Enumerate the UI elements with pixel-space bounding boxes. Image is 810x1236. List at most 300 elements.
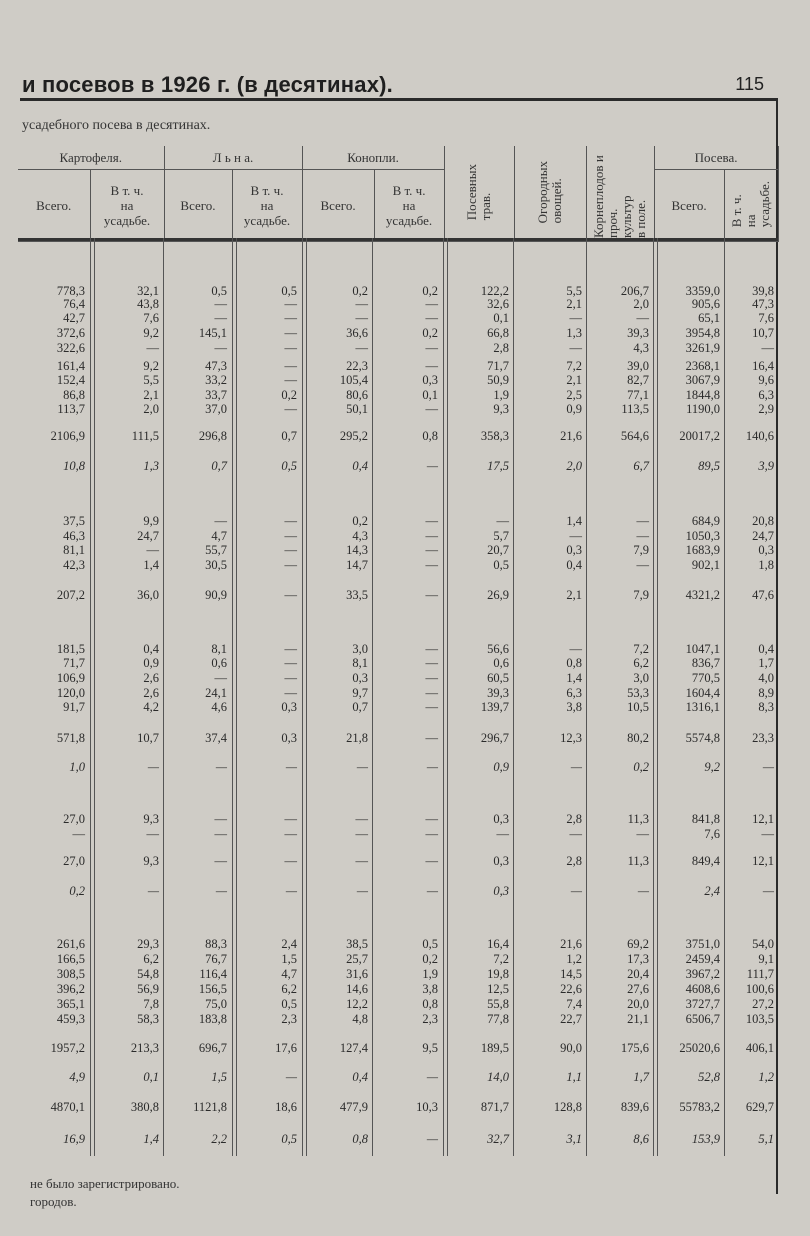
table-cell: — bbox=[284, 558, 297, 572]
table-cell: 55783,2 bbox=[679, 1100, 720, 1114]
table-cell: 2,6 bbox=[143, 671, 159, 685]
header-flax-total: Всего. bbox=[164, 169, 232, 241]
table-cell: 10,8 bbox=[63, 459, 85, 473]
table-cell: — bbox=[569, 341, 582, 355]
table-cell: 46,3 bbox=[63, 529, 85, 543]
table-cell: — bbox=[569, 827, 582, 841]
table-cell: 0,3 bbox=[281, 731, 297, 745]
column-divider bbox=[372, 238, 373, 1156]
table-cell: 1,9 bbox=[422, 967, 438, 981]
table-cell: 2,8 bbox=[566, 812, 582, 826]
table-cell: 54,8 bbox=[137, 967, 159, 981]
table-cell: — bbox=[355, 341, 368, 355]
table-cell: 22,3 bbox=[346, 359, 368, 373]
table-cell: 24,1 bbox=[205, 686, 227, 700]
table-cell: 7,6 bbox=[704, 827, 720, 841]
table-cell: — bbox=[284, 402, 297, 416]
table-cell: — bbox=[636, 827, 649, 841]
table-cell: 9,2 bbox=[143, 326, 159, 340]
table-cell: 4,3 bbox=[633, 341, 649, 355]
table-cell: 571,8 bbox=[56, 731, 85, 745]
table-cell: 21,1 bbox=[627, 1012, 649, 1026]
table-cell: 52,8 bbox=[698, 1070, 720, 1084]
table-cell: — bbox=[284, 854, 297, 868]
table-cell: 296,7 bbox=[480, 731, 509, 745]
table-cell: 183,8 bbox=[198, 1012, 227, 1026]
table-cell: 358,3 bbox=[480, 429, 509, 443]
table-cell: 91,7 bbox=[63, 700, 85, 714]
table-cell: 778,3 bbox=[56, 284, 85, 298]
table-cell: 14,6 bbox=[346, 982, 368, 996]
table-cell: 145,1 bbox=[198, 326, 227, 340]
table-cell: 76,7 bbox=[205, 952, 227, 966]
table-cell: — bbox=[285, 760, 297, 774]
table-cell: 0,2 bbox=[352, 284, 368, 298]
table-cell: — bbox=[214, 854, 227, 868]
table-cell: 1,5 bbox=[281, 952, 297, 966]
table-cell: 2,5 bbox=[566, 388, 582, 402]
table-cell: 0,4 bbox=[352, 1070, 368, 1084]
table-cell: 1316,1 bbox=[685, 700, 720, 714]
table-cell: — bbox=[284, 359, 297, 373]
table-cell: 3067,9 bbox=[685, 373, 720, 387]
table-cell: 32,6 bbox=[487, 297, 509, 311]
table-cell: 0,8 bbox=[352, 1132, 368, 1146]
table-cell: 60,5 bbox=[487, 671, 509, 685]
table-cell: 0,8 bbox=[566, 656, 582, 670]
table-cell: 836,7 bbox=[691, 656, 720, 670]
table-cell: — bbox=[214, 297, 227, 311]
table-cell: — bbox=[284, 656, 297, 670]
table-cell: 5,5 bbox=[143, 373, 159, 387]
table-cell: — bbox=[285, 1070, 297, 1084]
table-cell: 17,6 bbox=[275, 1041, 297, 1055]
header-flax-incl: В т. ч. на усадьбе. bbox=[232, 169, 302, 241]
table-cell: 55,7 bbox=[205, 543, 227, 557]
table-cell: 2,8 bbox=[493, 341, 509, 355]
table-cell: 20,8 bbox=[752, 514, 774, 528]
table-cell: 21,8 bbox=[346, 731, 368, 745]
table-cell: 10,7 bbox=[752, 326, 774, 340]
table-cell: 696,7 bbox=[198, 1041, 227, 1055]
table-cell: 2,0 bbox=[143, 402, 159, 416]
table-cell: — bbox=[425, 514, 438, 528]
table-cell: 175,6 bbox=[620, 1041, 649, 1055]
table-cell: 4,7 bbox=[211, 529, 227, 543]
table-cell: — bbox=[284, 812, 297, 826]
table-cell: 1,0 bbox=[69, 760, 85, 774]
table-cell: 20017,2 bbox=[679, 429, 720, 443]
table-cell: 36,6 bbox=[346, 326, 368, 340]
table-cell: 0,3 bbox=[493, 884, 509, 898]
table-cell: 38,5 bbox=[346, 937, 368, 951]
table-cell: — bbox=[285, 884, 297, 898]
table-cell: 2106,9 bbox=[50, 429, 85, 443]
table-cell: 2,0 bbox=[566, 459, 582, 473]
table-cell: 7,6 bbox=[758, 311, 774, 325]
header-potato-incl: В т. ч. на усадьбе. bbox=[90, 169, 164, 241]
table-cell: 76,4 bbox=[63, 297, 85, 311]
table-cell: 3751,0 bbox=[685, 937, 720, 951]
table-cell: — bbox=[425, 359, 438, 373]
table-cell: 3,8 bbox=[422, 982, 438, 996]
header-sowing: Посева. bbox=[654, 146, 778, 169]
table-header bbox=[18, 146, 779, 242]
table-cell: 66,8 bbox=[487, 326, 509, 340]
table-cell: — bbox=[426, 760, 438, 774]
table-cell: 6,7 bbox=[633, 459, 649, 473]
table-cell: 88,3 bbox=[205, 937, 227, 951]
table-cell: — bbox=[284, 373, 297, 387]
table-cell: 80,2 bbox=[627, 731, 649, 745]
header-potato: Картофеля. bbox=[18, 146, 164, 169]
table-cell: — bbox=[426, 459, 438, 473]
table-cell: 5574,8 bbox=[685, 731, 720, 745]
table-cell: 0,4 bbox=[352, 459, 368, 473]
table-cell: — bbox=[284, 514, 297, 528]
table-cell: 19,8 bbox=[487, 967, 509, 981]
table-cell: 296,8 bbox=[198, 429, 227, 443]
table-cell: 7,2 bbox=[493, 952, 509, 966]
table-cell: — bbox=[496, 514, 509, 528]
table-cell: 27,6 bbox=[627, 982, 649, 996]
table-cell: 6,2 bbox=[281, 982, 297, 996]
table-cell: — bbox=[215, 760, 227, 774]
table-cell: — bbox=[355, 812, 368, 826]
table-cell: 0,1 bbox=[422, 388, 438, 402]
table-cell: 105,4 bbox=[339, 373, 368, 387]
table-cell: 1,3 bbox=[566, 326, 582, 340]
table-cell: — bbox=[425, 311, 438, 325]
header-hemp-incl: В т. ч. на усадьбе. bbox=[374, 169, 444, 241]
header-sowing-total: Всего. bbox=[654, 169, 724, 241]
table-cell: 871,7 bbox=[480, 1100, 509, 1114]
table-cell: 1844,8 bbox=[685, 388, 720, 402]
table-cell: 2,1 bbox=[566, 373, 582, 387]
table-cell: 0,3 bbox=[422, 373, 438, 387]
table-cell: — bbox=[425, 529, 438, 543]
table-cell: 2,1 bbox=[566, 588, 582, 602]
table-cell: — bbox=[425, 588, 438, 602]
table-cell: 0,3 bbox=[281, 700, 297, 714]
table-cell: 6,3 bbox=[758, 388, 774, 402]
table-cell: 4,9 bbox=[69, 1070, 85, 1084]
header-hemp-total: Всего. bbox=[302, 169, 374, 241]
table-cell: 1047,1 bbox=[685, 642, 720, 656]
table-cell: 140,6 bbox=[745, 429, 774, 443]
table-cell: 5,1 bbox=[758, 1132, 774, 1146]
table-cell: 14,0 bbox=[487, 1070, 509, 1084]
table-cell: 2,1 bbox=[566, 297, 582, 311]
table-cell: 33,7 bbox=[205, 388, 227, 402]
header-vegetables: Огородных овощей. bbox=[514, 146, 586, 242]
table-cell: 564,6 bbox=[620, 429, 649, 443]
header-potato-total: Всего. bbox=[18, 169, 90, 241]
table-cell: 2,8 bbox=[566, 854, 582, 868]
table-cell: 47,6 bbox=[752, 588, 774, 602]
table-cell: 841,8 bbox=[691, 812, 720, 826]
table-cell: 2,4 bbox=[704, 884, 720, 898]
table-cell: 122,2 bbox=[480, 284, 509, 298]
table-cell: 207,2 bbox=[56, 588, 85, 602]
table-cell: 42,7 bbox=[63, 311, 85, 325]
table-cell: 1,4 bbox=[143, 1132, 159, 1146]
table-cell: 26,9 bbox=[487, 588, 509, 602]
table-cell: 9,3 bbox=[143, 854, 159, 868]
table-cell: 90,9 bbox=[205, 588, 227, 602]
right-rule bbox=[776, 98, 778, 1194]
table-cell: 65,1 bbox=[698, 311, 720, 325]
footnote-1: не было зарегистрировано. bbox=[30, 1176, 180, 1191]
table-cell: 12,1 bbox=[752, 854, 774, 868]
table-cell: 629,7 bbox=[745, 1100, 774, 1114]
table-cell: 8,6 bbox=[633, 1132, 649, 1146]
table-cell: 32,1 bbox=[137, 284, 159, 298]
table-cell: 31,6 bbox=[346, 967, 368, 981]
table-cell: 69,2 bbox=[627, 937, 649, 951]
table-cell: 1,4 bbox=[566, 671, 582, 685]
table-cell: 27,0 bbox=[63, 854, 85, 868]
table-cell: 37,5 bbox=[63, 514, 85, 528]
table-cell: 4,8 bbox=[352, 1012, 368, 1026]
table-cell: 16,4 bbox=[752, 359, 774, 373]
table-cell: — bbox=[355, 854, 368, 868]
table-cell: — bbox=[284, 529, 297, 543]
table-cell: 128,8 bbox=[553, 1100, 582, 1114]
table-cell: 75,0 bbox=[205, 997, 227, 1011]
table-cell: 4,7 bbox=[281, 967, 297, 981]
table-cell: 89,5 bbox=[698, 459, 720, 473]
table-cell: 372,6 bbox=[56, 326, 85, 340]
table-cell: 3727,7 bbox=[685, 997, 720, 1011]
table-cell: 39,3 bbox=[487, 686, 509, 700]
table-cell: 20,7 bbox=[487, 543, 509, 557]
table-cell: 11,3 bbox=[627, 854, 649, 868]
table-cell: — bbox=[284, 543, 297, 557]
table-cell: 90,0 bbox=[560, 1041, 582, 1055]
table-cell: 27,2 bbox=[752, 997, 774, 1011]
table-cell: 152,4 bbox=[56, 373, 85, 387]
table-cell: 0,4 bbox=[143, 642, 159, 656]
page-title: и посевов в 1926 г. (в десятинах). bbox=[22, 72, 393, 97]
table-cell: — bbox=[147, 760, 159, 774]
table-cell: 0,8 bbox=[422, 997, 438, 1011]
table-cell: — bbox=[637, 884, 649, 898]
table-cell: 25,7 bbox=[346, 952, 368, 966]
table-cell: 0,8 bbox=[422, 429, 438, 443]
table-cell: 7,2 bbox=[633, 642, 649, 656]
column-divider bbox=[163, 238, 164, 1156]
table-cell: 905,6 bbox=[691, 297, 720, 311]
table-cell: — bbox=[284, 311, 297, 325]
table-cell: 42,3 bbox=[63, 558, 85, 572]
table-cell: 477,9 bbox=[339, 1100, 368, 1114]
table-cell: 39,0 bbox=[627, 359, 649, 373]
table-cell: — bbox=[72, 827, 85, 841]
table-cell: 18,6 bbox=[275, 1100, 297, 1114]
table-cell: 2,3 bbox=[281, 1012, 297, 1026]
column-divider bbox=[653, 238, 658, 1156]
table-cell: 33,5 bbox=[346, 588, 368, 602]
page-number: 115 bbox=[735, 74, 764, 94]
table-cell: — bbox=[284, 671, 297, 685]
table-cell: 0,4 bbox=[566, 558, 582, 572]
table-cell: 3,9 bbox=[758, 459, 774, 473]
table-cell: 14,7 bbox=[346, 558, 368, 572]
table-cell: 14,3 bbox=[346, 543, 368, 557]
table-cell: — bbox=[569, 529, 582, 543]
column-divider bbox=[302, 238, 307, 1156]
table-cell: — bbox=[636, 311, 649, 325]
table-cell: — bbox=[214, 341, 227, 355]
table-cell: 261,6 bbox=[56, 937, 85, 951]
table-cell: 1,2 bbox=[758, 1070, 774, 1084]
table-cell: 295,2 bbox=[339, 429, 368, 443]
table-cell: — bbox=[214, 514, 227, 528]
header-flax: Л ь н а. bbox=[164, 146, 302, 169]
table-cell: — bbox=[425, 402, 438, 416]
column-divider bbox=[443, 238, 448, 1156]
table-cell: 0,2 bbox=[69, 884, 85, 898]
table-cell: 0,5 bbox=[281, 997, 297, 1011]
table-cell: — bbox=[636, 558, 649, 572]
table-cell: — bbox=[215, 884, 227, 898]
table-cell: 100,6 bbox=[745, 982, 774, 996]
table-cell: — bbox=[284, 827, 297, 841]
table-cell: 0,6 bbox=[211, 656, 227, 670]
table-cell: 0,2 bbox=[281, 388, 297, 402]
table-cell: 50,1 bbox=[346, 402, 368, 416]
table-cell: — bbox=[425, 812, 438, 826]
table-cell: 47,3 bbox=[205, 359, 227, 373]
table-cell: 0,5 bbox=[493, 558, 509, 572]
table-cell: 4,2 bbox=[143, 700, 159, 714]
table-cell: 113,7 bbox=[57, 402, 85, 416]
table-cell: 1,4 bbox=[566, 514, 582, 528]
table-cell: — bbox=[355, 311, 368, 325]
table-cell: 0,9 bbox=[493, 760, 509, 774]
table-cell: 902,1 bbox=[691, 558, 720, 572]
table-cell: 29,3 bbox=[137, 937, 159, 951]
table-cell: 32,7 bbox=[487, 1132, 509, 1146]
table-cell: 1,8 bbox=[758, 558, 774, 572]
table-cell: 406,1 bbox=[745, 1041, 774, 1055]
table-cell: 23,3 bbox=[752, 731, 774, 745]
table-cell: 1,2 bbox=[566, 952, 582, 966]
header-hemp: Конопли. bbox=[302, 146, 444, 169]
table-cell: 17,3 bbox=[627, 952, 649, 966]
table-cell: 3,0 bbox=[352, 642, 368, 656]
table-cell: — bbox=[425, 700, 438, 714]
table-cell: 71,7 bbox=[487, 359, 509, 373]
table-cell: — bbox=[762, 760, 774, 774]
table-cell: 8,9 bbox=[758, 686, 774, 700]
table-cell: 1,7 bbox=[633, 1070, 649, 1084]
table-cell: 1,3 bbox=[143, 459, 159, 473]
table-cell: 53,3 bbox=[627, 686, 649, 700]
table-cell: 20,4 bbox=[627, 967, 649, 981]
table-cell: 33,2 bbox=[205, 373, 227, 387]
table-cell: 55,8 bbox=[487, 997, 509, 1011]
table-cell: 9,2 bbox=[704, 760, 720, 774]
table-cell: 127,4 bbox=[339, 1041, 368, 1055]
table-cell: — bbox=[496, 827, 509, 841]
header-bottom-rule bbox=[18, 238, 778, 241]
table-cell: 56,9 bbox=[137, 982, 159, 996]
table-cell: 0,9 bbox=[566, 402, 582, 416]
table-cell: 139,7 bbox=[480, 700, 509, 714]
table-cell: 9,7 bbox=[352, 686, 368, 700]
table-cell: 9,5 bbox=[422, 1041, 438, 1055]
table-cell: 0,7 bbox=[281, 429, 297, 443]
table-cell: 0,5 bbox=[422, 937, 438, 951]
table-cell: 6,3 bbox=[566, 686, 582, 700]
table-cell: 0,3 bbox=[352, 671, 368, 685]
table-cell: 4608,6 bbox=[685, 982, 720, 996]
table-cell: 2,0 bbox=[633, 297, 649, 311]
table-cell: 30,5 bbox=[205, 558, 227, 572]
table-cell: 1,9 bbox=[493, 388, 509, 402]
table-cell: 1604,4 bbox=[685, 686, 720, 700]
table-cell: 1121,8 bbox=[193, 1100, 227, 1114]
table-cell: 2,1 bbox=[143, 388, 159, 402]
table-cell: 24,7 bbox=[137, 529, 159, 543]
table-cell: 2,9 bbox=[758, 402, 774, 416]
table-cell: — bbox=[355, 297, 368, 311]
table-cell: 25020,6 bbox=[679, 1041, 720, 1055]
table-cell: 365,1 bbox=[56, 997, 85, 1011]
table-cell: 9,6 bbox=[758, 373, 774, 387]
table-cell: 12,1 bbox=[752, 812, 774, 826]
table-cell: 1,1 bbox=[566, 1070, 582, 1084]
table-cell: 0,2 bbox=[422, 952, 438, 966]
header-grasses: Посевных трав. bbox=[444, 146, 514, 242]
table-cell: 37,0 bbox=[205, 402, 227, 416]
table-cell: 7,8 bbox=[143, 997, 159, 1011]
table-cell: 1050,3 bbox=[685, 529, 720, 543]
table-cell: 20,0 bbox=[627, 997, 649, 1011]
table-cell: — bbox=[146, 543, 159, 557]
table-cell: 7,4 bbox=[566, 997, 582, 1011]
table-cell: 2368,1 bbox=[685, 359, 720, 373]
table-cell: — bbox=[425, 671, 438, 685]
table-cell: 166,5 bbox=[56, 952, 85, 966]
column-divider bbox=[586, 238, 587, 1156]
table-cell: 3359,0 bbox=[685, 284, 720, 298]
table-cell: 71,7 bbox=[63, 656, 85, 670]
table-cell: 9,3 bbox=[493, 402, 509, 416]
table-cell: 396,2 bbox=[56, 982, 85, 996]
table-cell: 10,7 bbox=[137, 731, 159, 745]
table-cell: — bbox=[284, 642, 297, 656]
table-cell: — bbox=[146, 827, 159, 841]
header-rootcrops: Корнеплодов и проч. культур в поле. bbox=[586, 146, 654, 242]
table-cell: 0,2 bbox=[422, 284, 438, 298]
table-cell: 16,9 bbox=[63, 1132, 85, 1146]
table-cell: — bbox=[569, 642, 582, 656]
table-cell: — bbox=[570, 884, 582, 898]
table-cell: 0,2 bbox=[352, 514, 368, 528]
table-cell: 21,6 bbox=[560, 937, 582, 951]
table-cell: 50,9 bbox=[487, 373, 509, 387]
column-divider bbox=[513, 238, 514, 1156]
table-cell: — bbox=[284, 686, 297, 700]
table-cell: 106,9 bbox=[56, 671, 85, 685]
table-cell: 2,2 bbox=[211, 1132, 227, 1146]
table-cell: 1190,0 bbox=[686, 402, 720, 416]
table-cell: — bbox=[570, 760, 582, 774]
table-cell: 4,3 bbox=[352, 529, 368, 543]
